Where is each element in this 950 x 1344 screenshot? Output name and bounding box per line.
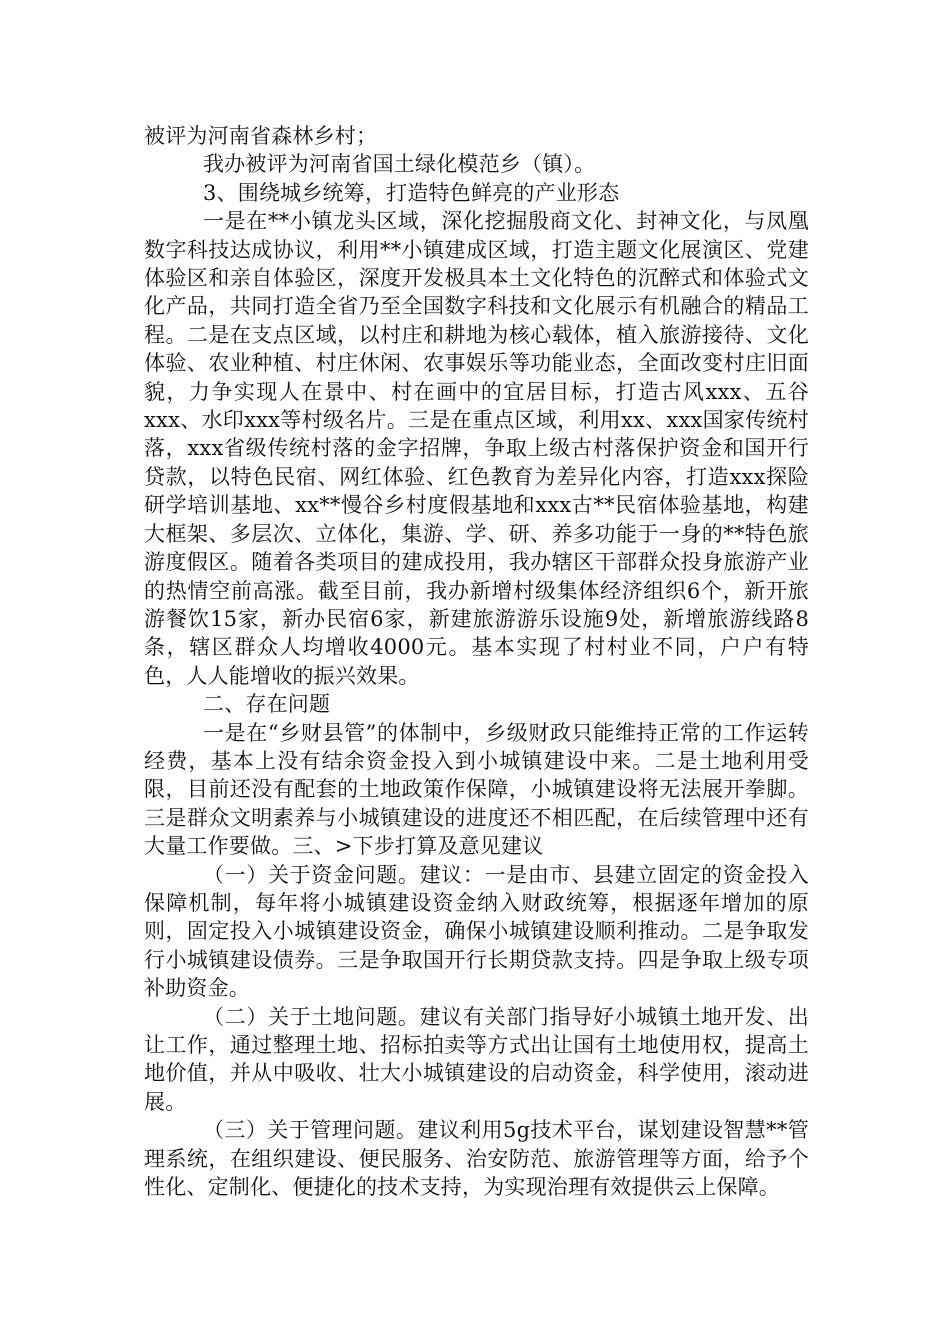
paragraph-honor: 我办被评为河南省国土绿化模范乡（镇）。 bbox=[203, 152, 596, 177]
paragraph-industry-detail: 一是在**小镇龙头区域，深化挖掘殷商文化、封神文化，与凤凰数字科技达成协议，利用**小镇建成区域，打造主题文化展演区、党建体验区和亲自体验区，深度开发极具本土文化特色的沉醉式和体验式文化产品，共同打造全省乃至全国数字科技和文化展示有机融合的精品工程。二是在支点区域，以村庄和耕地为核心载体，植入旅游接待、文化体验、农业种植、村庄休闲、农事娱乐等功能业态，全面改变村庄旧面貌，力争实现人在景中、村在画中的宜居目标，打造古风xxx、五谷xxx、水印xxx等村级名片。三是在重点区域，利用xx、xxx国家传统村落，xxx省级传统村落的金字招牌，争取上级古村落保护资金和国开行贷款，以特色民宿、网红体验、红色教育为差异化内容，打造xxx探险研学培训基地、xx**慢谷乡村度假基地和xxx古**民宿体验基地，构建大框架、多层次、立体化，集游、学、研、养多功能于一身的**特色旅游度假区。随着各类项目的建成投用，我办辖区干部群众投身旅游产业的热情空前高涨。截至目前，我办新增村级集体经济组织6个，新开旅游餐饮15家，新办民宿6家，新建旅游游乐设施9处，新增旅游线路8条，辖区群众人均增收4000元。基本实现了村村业不同，户户有特色，人人能增收的振兴效果。 bbox=[144, 209, 809, 688]
paragraph-funding: （一）关于资金问题。建议：一是由市、县建立固定的资金投入保障机制，每年将小城镇建设资金纳入财政统筹，根据逐年增加的原则，固定投入小城镇建设资金，确保小城镇建设顺利推动。二是争取发行小城镇建设债券。三是争取国开行长期贷款支持。四是争取上级专项补助资金。 bbox=[144, 862, 809, 1001]
paragraph-land: （二）关于土地问题。建议有关部门指导好小城镇土地开发、出让工作，通过整理土地、招标拍卖等方式出让国有土地使用权，提高土地价值，并从中吸收、壮大小城镇建设的启动资金，科学使用，滚动进展。 bbox=[144, 1004, 809, 1114]
paragraph-problems: 一是在“乡财县管”的体制中，乡级财政只能维持正常的工作运转经费，基本上没有结余资金投入到小城镇建设中来。二是土地利用受限，目前还没有配套的土地政策作保障，小城镇建设将无法展开拳脚。三是群众文明素养与小城镇建设的进度还不相匹配，在后续管理中还有大量工作要做。三、>下步打算及意见建议 bbox=[144, 720, 809, 859]
section-heading-problems: 二、存在问题 bbox=[203, 692, 331, 717]
paragraph-continuation: 被评为河南省森林乡村； bbox=[144, 124, 378, 148]
document-page bbox=[144, 122, 809, 1201]
section-heading-industry: 3、围绕城乡统筹，打造特色鲜亮的产业形态 bbox=[203, 180, 620, 205]
paragraph-management: （三）关于管理问题。建议利用5g技术平台，谋划建设智慧**管理系统，在组织建设、便民服务、治安防范、旅游管理等方面，给予个性化、定制化、便捷化的技术支持，为实现治理有效提供云上保障。 bbox=[144, 1118, 809, 1200]
